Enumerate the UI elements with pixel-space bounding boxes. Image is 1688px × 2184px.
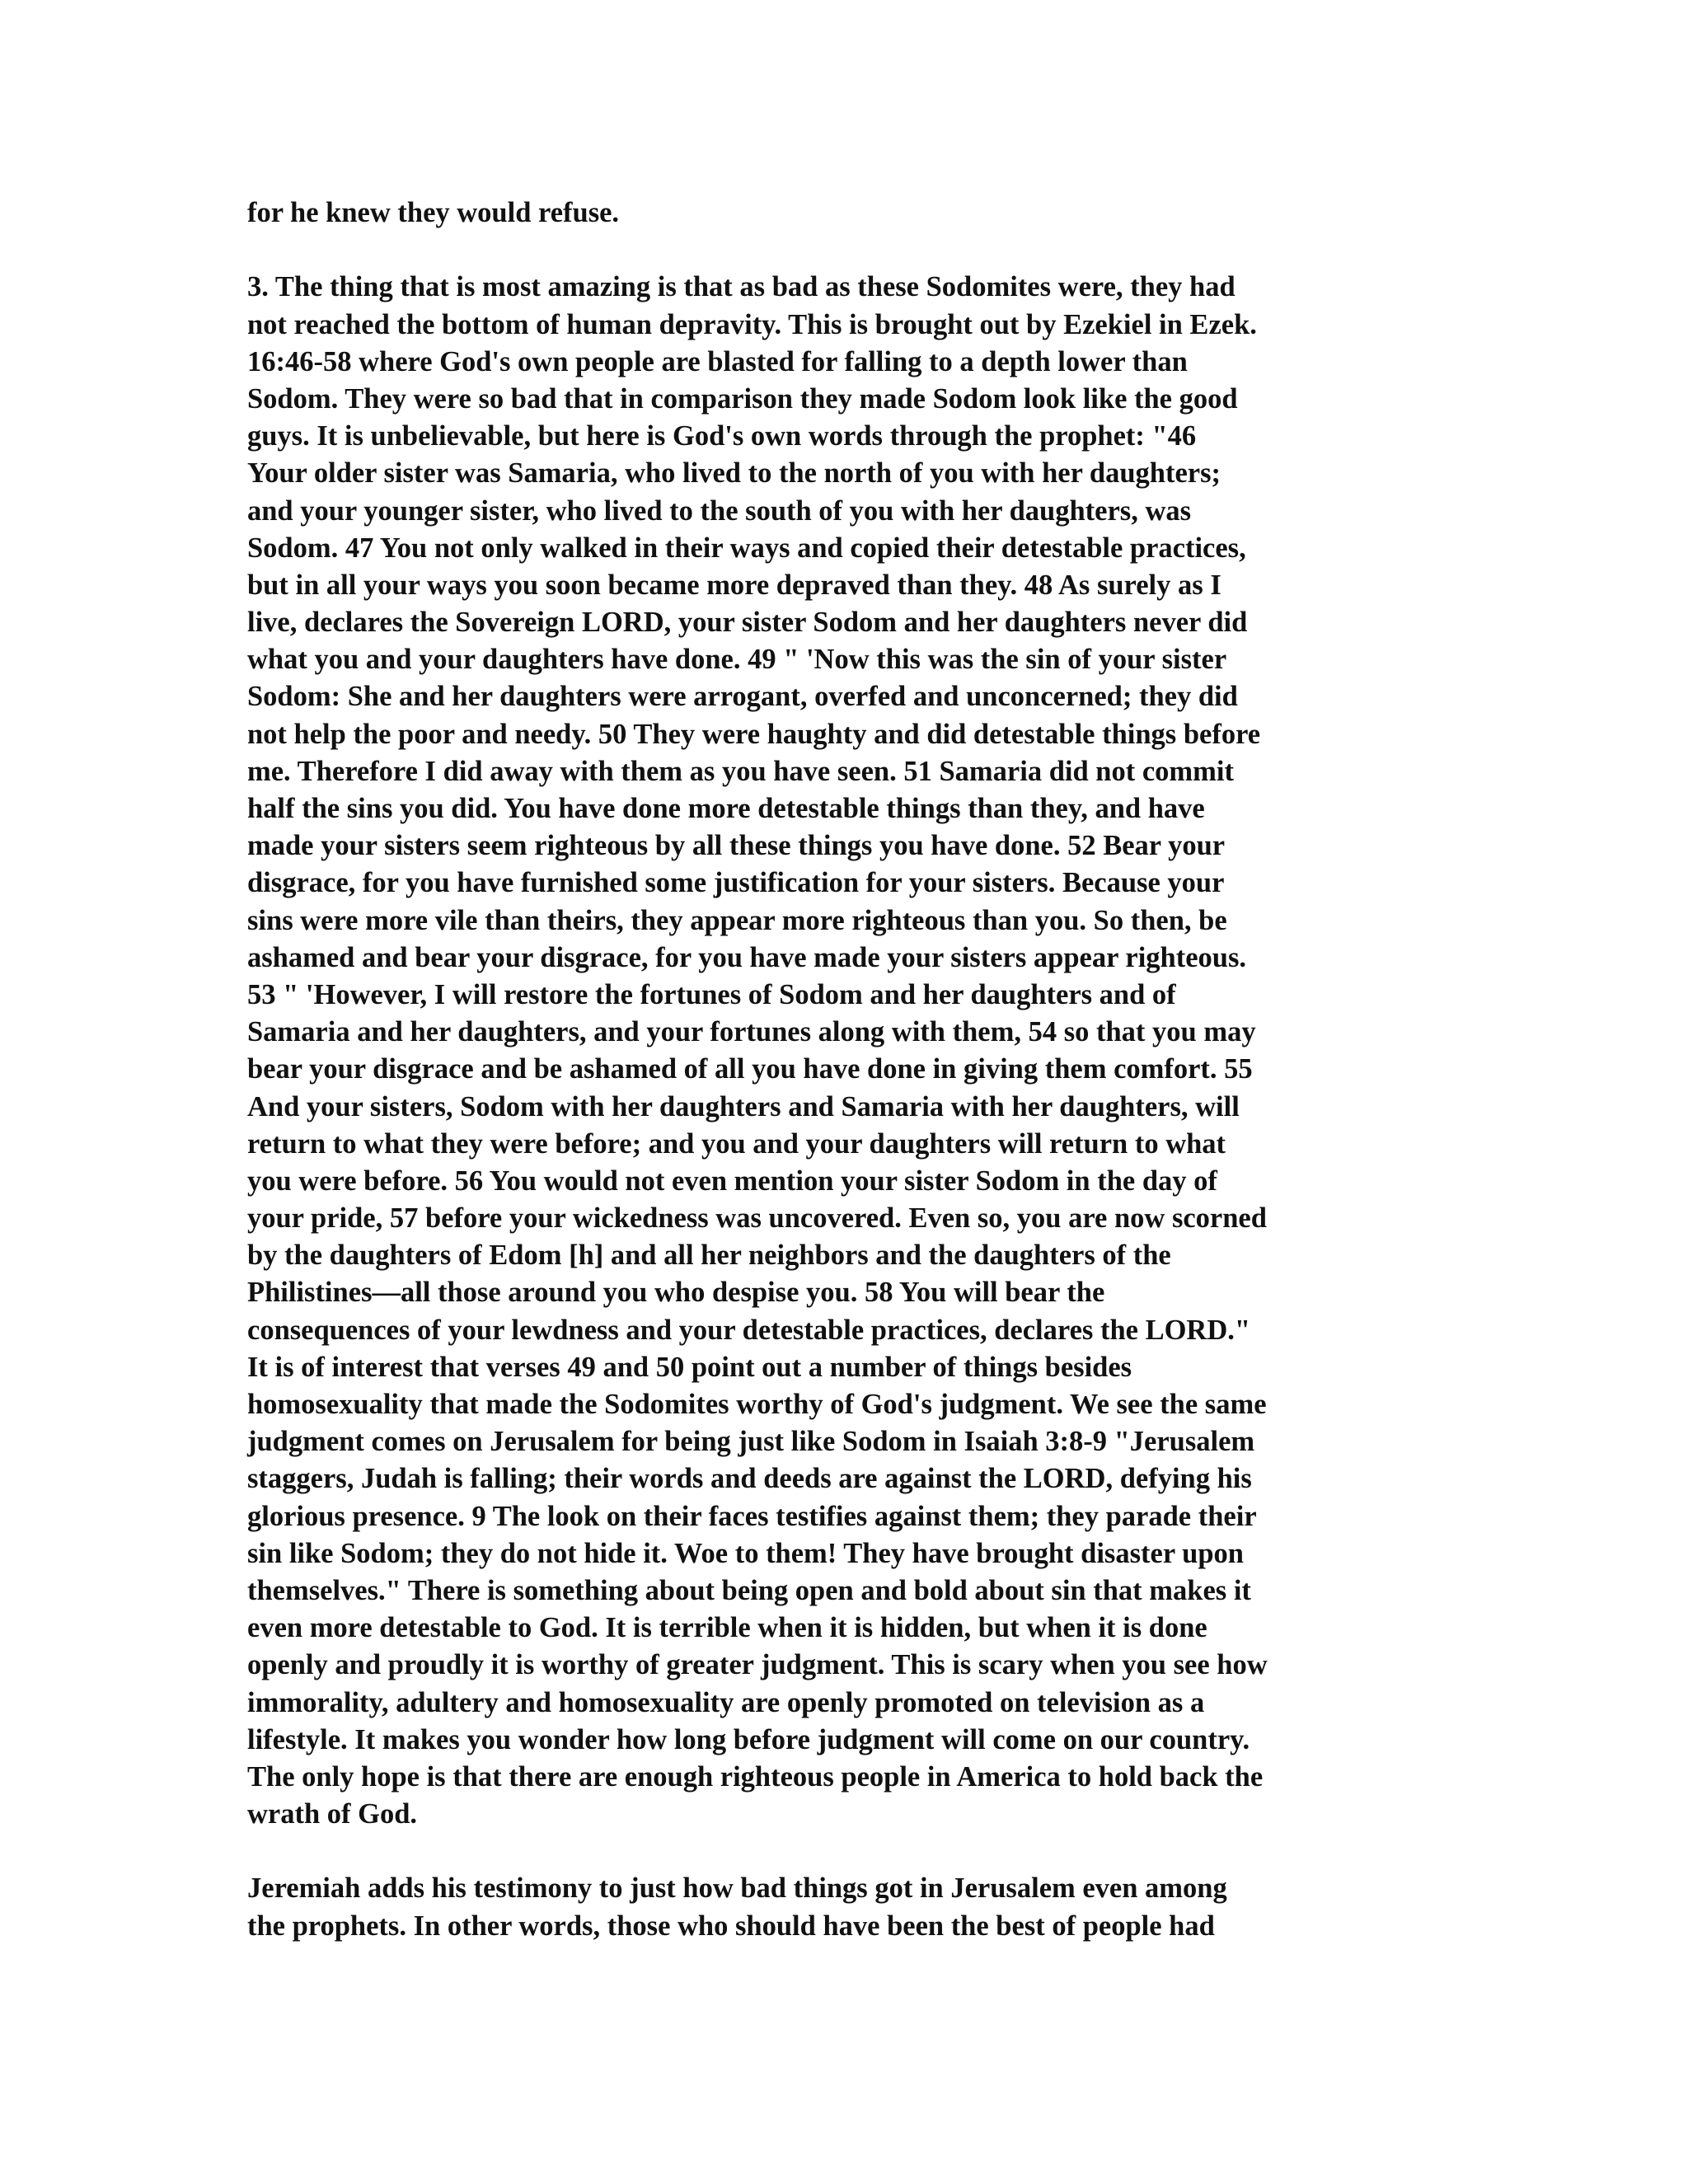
paragraph-1 [247,194,1451,232]
text-line: judgment comes on Jerusalem for being just like Sodom in Isaiah 3:8-9 "Jerusalem [247,1426,1255,1458]
text-line: immorality, adultery and homosexuality are openly promoted on television as a [247,1686,1205,1718]
text-line: Sodom. They were so bad that in comparison they made Sodom look like the good [247,382,1238,415]
text-line: staggers, Judah is falling; their words and deeds are against the LORD, defying his [247,1463,1252,1495]
text-line: Philistines—all those around you who despise you. 58 You will bear the [247,1277,1105,1309]
text-line: themselves." There is something about being open and bold about sin that makes it [247,1574,1251,1606]
text-line: ashamed and bear your disgrace, for you have made your sisters appear righteous. [247,941,1247,973]
text-line: 16:46-58 where God's own people are blasted for falling to a depth lower than [247,345,1188,377]
text-line: return to what they were before; and you and your daughters will return to what [247,1127,1226,1160]
text-line: It is of interest that verses 49 and 50 point out a number of things besides [247,1351,1132,1383]
paragraph-spacer [247,1833,1451,1870]
text-line: And your sisters, Sodom with her daughters and Samaria with her daughters, will [247,1090,1240,1122]
text-line: your pride, 57 before your wickedness was uncovered. Even so, you are now scorned [247,1202,1267,1235]
text-line: consequences of your lewdness and your detestable practices, declares the LORD." [247,1314,1251,1346]
text-line: by the daughters of Edom [h] and all her neighbors and the daughters of the [247,1240,1171,1272]
text-line: glorious presence. 9 The look on their faces testifies against them; they parade their [247,1500,1257,1532]
text-line: bear your disgrace and be ashamed of all you have done in giving them comfort. 55 [247,1053,1253,1085]
text-line: live, declares the Sovereign LORD, your sister Sodom and her daughters never did [247,607,1248,639]
text-line: you were before. 56 You would not even mention your sister Sodom in the day of [247,1165,1217,1197]
text-line: even more detestable to God. It is terrible when it is hidden, but when it is done [247,1612,1207,1644]
text-line: sin like Sodom; they do not hide it. Woe to them! They have brought disaster upon [247,1537,1244,1569]
text-line: me. Therefore I did away with them as you have seen. 51 Samaria did not commit [247,755,1234,787]
text-line: but in all your ways you soon became more depraved than they. 48 As surely as I [247,569,1221,601]
paragraph-spacer [247,232,1451,269]
text-line: 53 " 'However, I will restore the fortunes of Sodom and her daughters and of [247,978,1176,1010]
text-line: Sodom. 47 You not only walked in their ways and copied their detestable practices, [247,532,1246,564]
text-line: not reached the bottom of human depravity. This is brought out by Ezekiel in Ezek. [247,308,1257,340]
paragraph-2 [247,269,1451,1833]
text-line: guys. It is unbelievable, but here is God's own words through the prophet: "46 [247,420,1197,452]
text-line: and your younger sister, who lived to the south of you with her daughters, was [247,494,1192,527]
text-line: lifestyle. It makes you wonder how long before judgment will come on our country. [247,1723,1250,1755]
text-line: not help the poor and needy. 50 They were haughty and did detestable things before [247,718,1261,750]
text-line: wrath of God. [247,1798,418,1830]
document-body [247,194,1451,1945]
text-line: homosexuality that made the Sodomites worthy of God's judgment. We see the same [247,1389,1267,1420]
text-line: sins were more vile than theirs, they appear more righteous than you. So then, be [247,904,1227,936]
text-line: Samaria and her daughters, and your fortunes along with them, 54 so that you may [247,1016,1256,1048]
text-line: disgrace, for you have furnished some justification for your sisters. Because your [247,867,1225,899]
text-line: Jeremiah adds his testimony to just how bad things got in Jerusalem even among [247,1872,1227,1905]
text-line: half the sins you did. You have done more detestable things than they, and have [247,793,1205,824]
text-line: 3. The thing that is most amazing is that as bad as these Sodomites were, they had [247,271,1236,303]
text-line: The only hope is that there are enough righteous people in America to hold back the [247,1760,1264,1793]
text-line: Sodom: She and her daughters were arrogant, overfed and unconcerned; they did [247,681,1238,713]
text-line: what you and your daughters have done. 49 " 'Now this was the sin of your sister [247,644,1227,676]
text-line: the prophets. In other words, those who should have been the best of people had [247,1910,1215,1942]
text-line: openly and proudly it is worthy of greater judgment. This is scary when you see how [247,1649,1268,1681]
text-line: made your sisters seem righteous by all these things you have done. 52 Bear your [247,830,1226,862]
paragraph-3 [247,1870,1451,1944]
text-line: Your older sister was Samaria, who lived to the north of you with her daughters; [247,457,1221,490]
text-line: for he knew they would refuse. [247,197,620,228]
